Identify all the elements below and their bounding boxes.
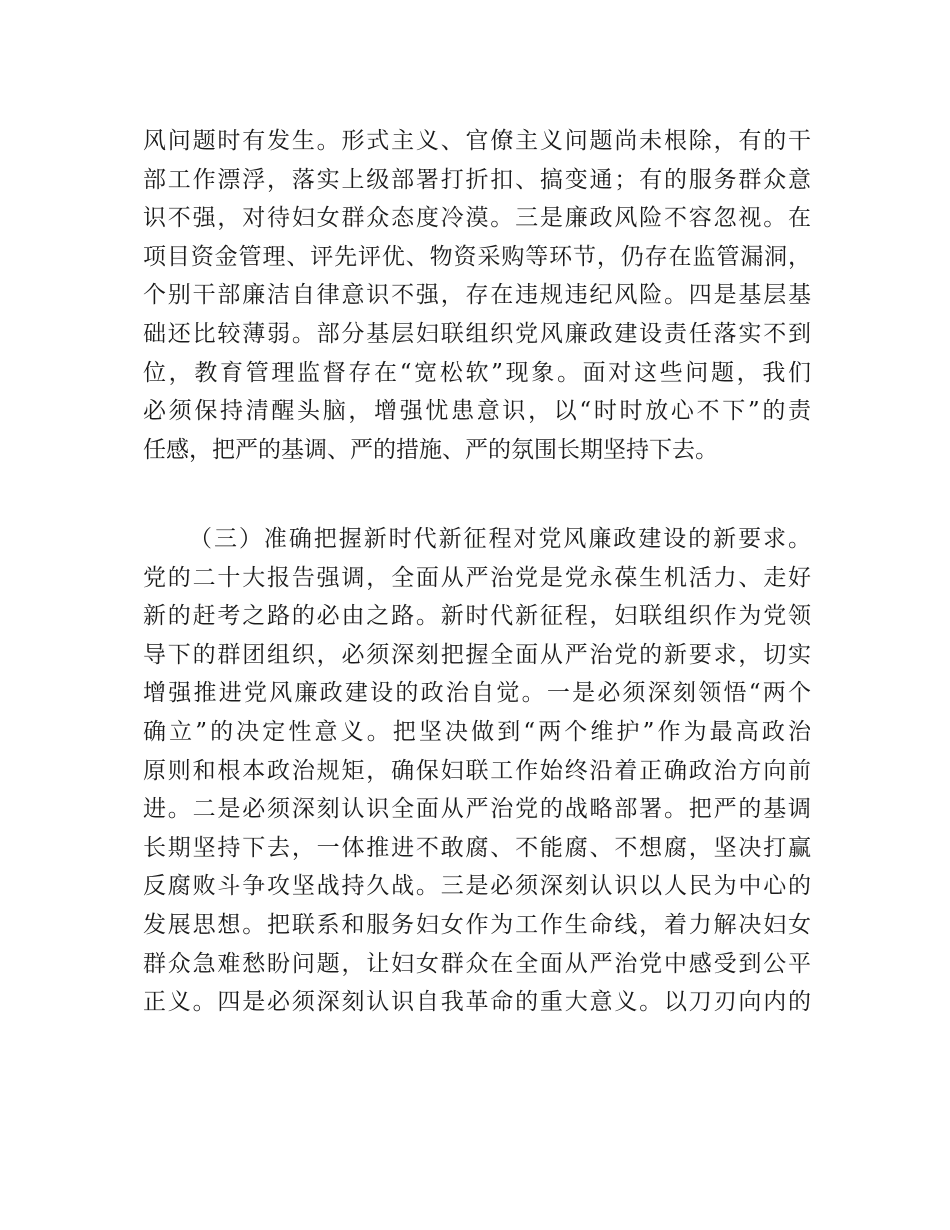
text-line: 位，教育管理监督存在“宽松软”现象。面对这些问题，我们 — [143, 359, 811, 386]
text-line: 部工作漂浮，落实上级部署打折扣、搞变通；有的服务群众意 — [143, 166, 811, 193]
text-line: 群众急难愁盼问题，让妇女群众在全面从严治党中感受到公平 — [143, 950, 811, 977]
text-line: 风问题时有发生。形式主义、官僚主义问题尚未根除，有的干 — [143, 128, 811, 154]
paragraph-risk-problems — [143, 122, 811, 469]
text-line: 础还比较薄弱。部分基层妇联组织党风廉政建设责任落实不到 — [143, 320, 811, 347]
text-line: 导下的群团组织，必须深刻把握全面从严治党的新要求，切实 — [143, 641, 811, 668]
text-line: 识不强，对待妇女群众态度冷漠。三是廉政风险不容忽视。在 — [143, 205, 811, 232]
text-line: 反腐败斗争攻坚战持久战。三是必须深刻认识以人民为中心的 — [143, 873, 811, 900]
text-line: 长期坚持下去，一体推进不敢腐、不能腐、不想腐，坚决打赢 — [143, 834, 811, 861]
text-line: 项目资金管理、评先评优、物资采购等环节，仍存在监管漏洞， — [143, 243, 811, 270]
text-line: 新的赶考之路的必由之路。新时代新征程，妇联组织作为党领 — [143, 603, 811, 630]
text-line: 进。二是必须深刻认识全面从严治党的战略部署。把严的基调 — [143, 796, 811, 823]
text-line: 党的二十大报告强调，全面从严治党是党永葆生机活力、走好 — [143, 564, 811, 591]
text-line: 发展思想。把联系和服务妇女作为工作生命线，着力解决妇女 — [143, 911, 811, 938]
text-line: 个别干部廉洁自律意识不强，存在违规违纪风险。四是基层基 — [143, 282, 811, 309]
text-line: 原则和根本政治规矩，确保妇联工作始终沿着正确政治方向前 — [143, 757, 811, 784]
paragraph-new-requirements — [143, 520, 811, 1022]
text-line: 增强推进党风廉政建设的政治自觉。一是必须深刻领悟“两个 — [143, 680, 811, 707]
text-line: 正义。四是必须深刻认识自我革命的重大意义。以刀刃向内的 — [143, 989, 811, 1016]
section-heading-line: （三）准确把握新时代新征程对党风廉政建设的新要求。 — [189, 526, 811, 552]
text-line: 确立”的决定性意义。把坚决做到“两个维护”作为最高政治 — [143, 718, 811, 745]
text-line: 必须保持清醒头脑，增强忧患意识，以“时时放心不下”的责 — [143, 398, 811, 425]
text-line: 任感，把严的基调、严的措施、严的氛围长期坚持下去。 — [143, 436, 718, 463]
